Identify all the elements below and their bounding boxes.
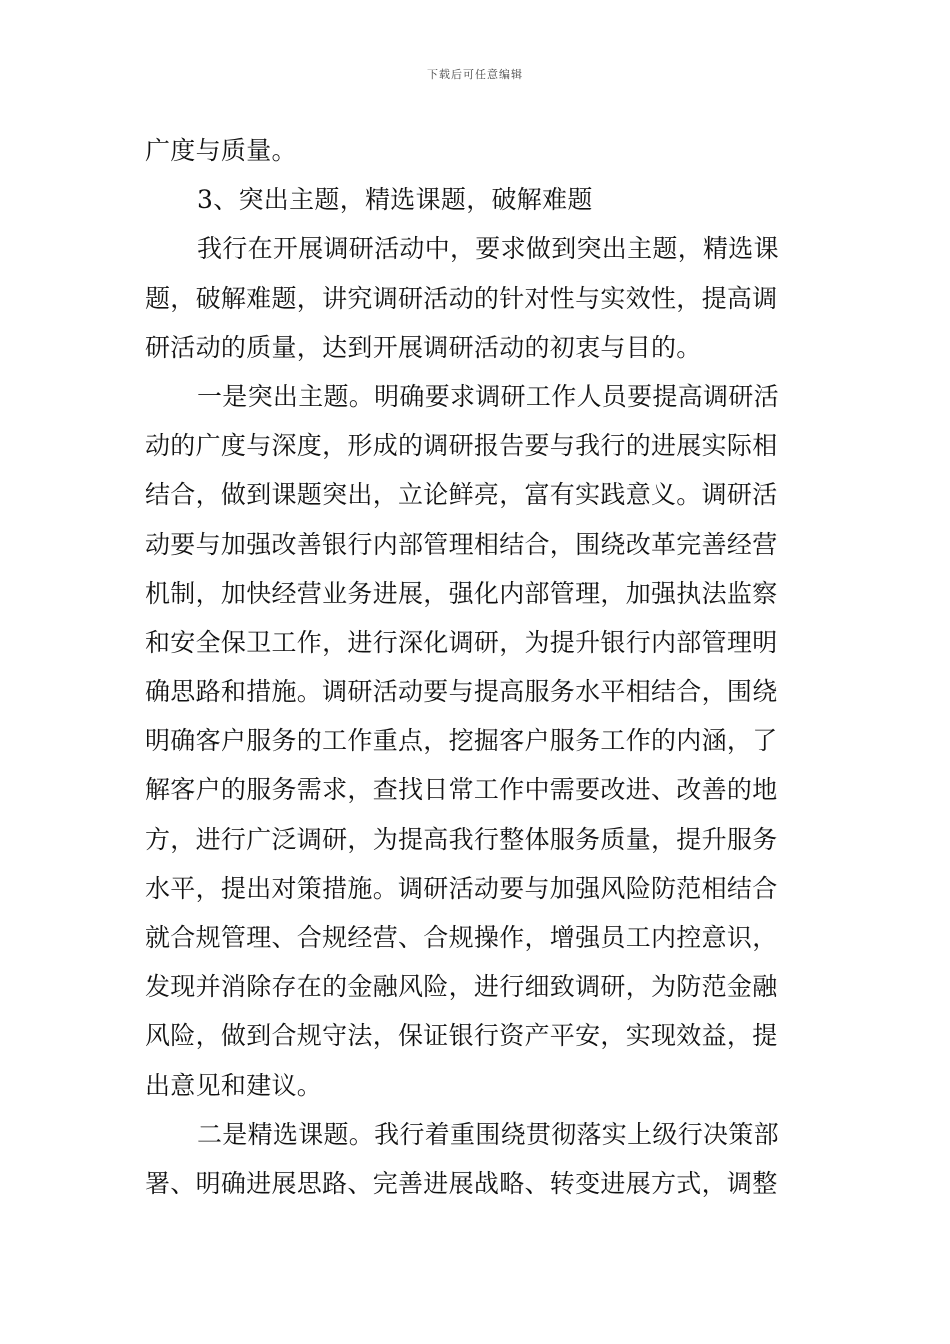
text-line: 风险，做到合规守法，保证银行资产平安，实现效益，提 — [145, 1021, 778, 1051]
text-line: 一是突出主题。明确要求调研工作人员要提高调研活 — [197, 381, 779, 411]
text-line: 研活动的质量，达到开展调研活动的初衷与目的。 — [145, 332, 702, 362]
text-line: 我行在开展调研活动中，要求做到突出主题，精选课 — [197, 234, 779, 264]
text-line: 动的广度与深度，形成的调研报告要与我行的进展实际相 — [145, 431, 778, 461]
text-line: 动要与加强改善银行内部管理相结合，围绕改革完善经营 — [145, 529, 778, 559]
header-note: 下载后可任意编辑 — [427, 68, 523, 81]
text-line: 水平，提出对策措施。调研活动要与加强风险防范相结合 — [145, 873, 778, 903]
text-line: 解客户的服务需求，查找日常工作中需要改进、改善的地 — [145, 775, 778, 805]
text-line: 就合规管理、合规经营、合规操作，增强员工内控意识， — [145, 923, 778, 952]
text-line: 方，进行广泛调研，为提高我行整体服务质量，提升服务 — [145, 824, 778, 854]
text-line: 广度与质量。 — [145, 136, 297, 165]
text-line: 二是精选课题。我行着重围绕贯彻落实上级行决策部 — [197, 1119, 779, 1149]
text-line: 确思路和措施。调研活动要与提高服务水平相结合，围绕 — [145, 677, 778, 707]
document-body — [145, 126, 805, 1208]
text-line: 题，破解难题，讲究调研活动的针对性与实效性，提高调 — [145, 283, 778, 313]
text-line: 机制，加快经营业务进展，强化内部管理，加强执法监察 — [145, 578, 778, 608]
text-line: 明确客户服务的工作重点，挖掘客户服务工作的内涵，了 — [145, 726, 778, 756]
text-line: 发现并消除存在的金融风险，进行细致调研，为防范金融 — [145, 972, 778, 1002]
section-heading: 3、突出主题，精选课题，破解难题 — [197, 185, 593, 215]
text-line: 署、明确进展思路、完善进展战略、转变进展方式，调整 — [145, 1168, 778, 1198]
text-line: 和安全保卫工作，进行深化调研，为提升银行内部管理明 — [145, 627, 778, 657]
text-line: 结合，做到课题突出，立论鲜亮，富有实践意义。调研活 — [145, 480, 778, 510]
text-line: 出意见和建议。 — [145, 1070, 323, 1100]
